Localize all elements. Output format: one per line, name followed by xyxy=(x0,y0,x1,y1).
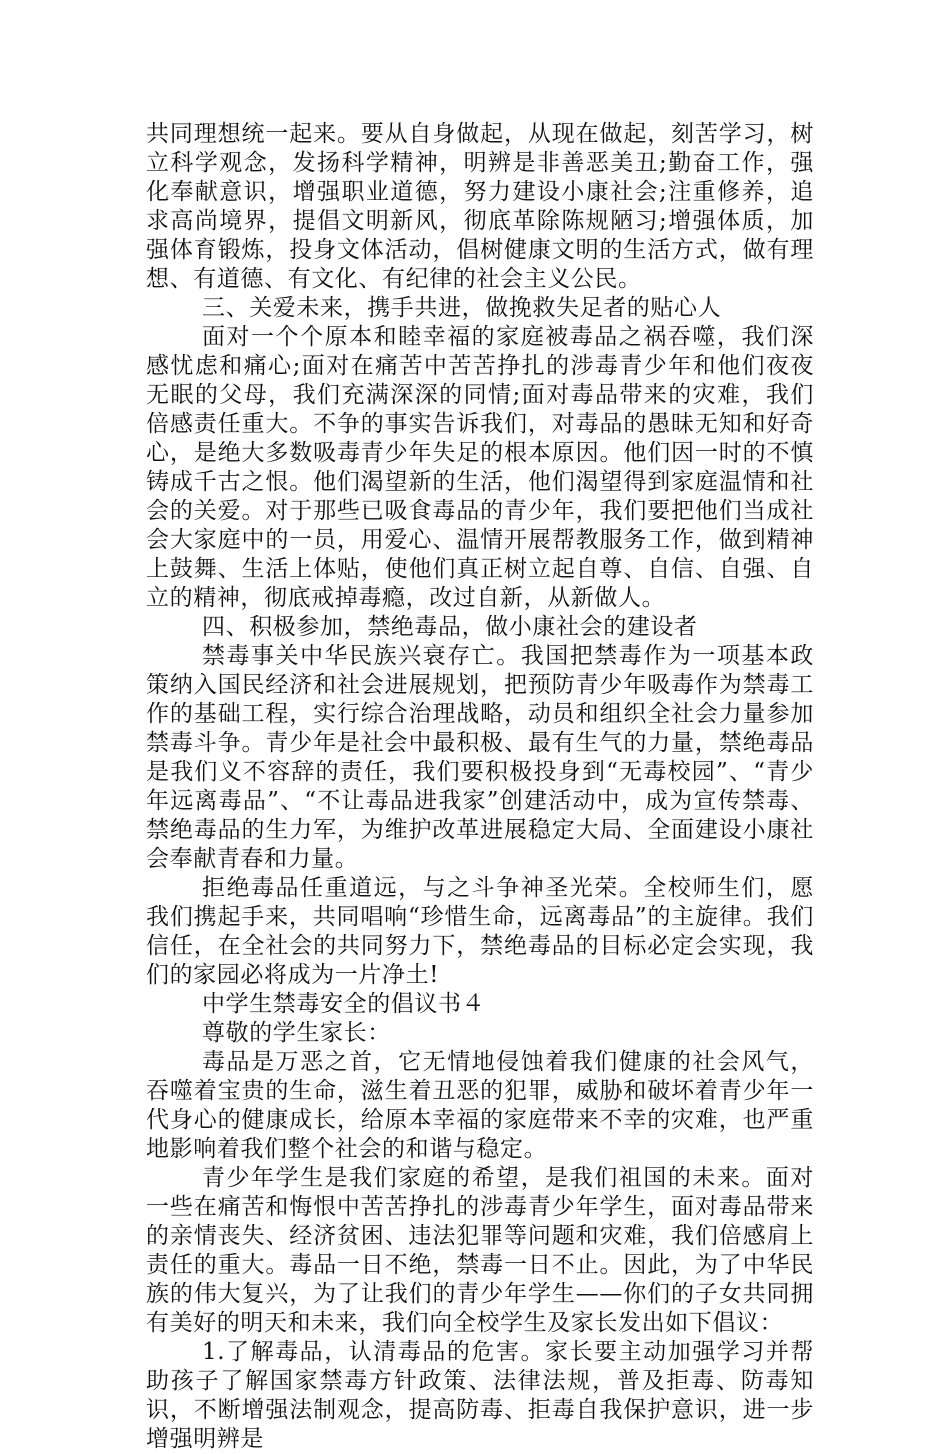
salutation: 尊敬的学生家长： xyxy=(202,1020,391,1046)
paragraph-ideals-continued: 共同理想统一起来。要从自身做起，从现在做起，刻苦学习，树立科学观念，发扬科学精神，明辨是非善恶美丑;勤奋工作，强化奉献意识，增强职业道德，努力建设小康社会;注重修养，追求高尚境界，提倡文明新风，彻底革除陈规陋习;增强体质，加强体育锻炼，投身文体活动，倡树健康文明的生活方式，做有理想、有道德、有文化、有纪律的社会主义公民。 xyxy=(146,121,814,292)
section-heading-care-future: 三、关爱未来，携手共进，做挽救失足者的贴心人 xyxy=(202,295,722,321)
section-heading-participate: 四、积极参加，禁绝毒品，做小康社会的建设者 xyxy=(202,614,698,640)
document-title-4: 中学生禁毒安全的倡议书４ xyxy=(202,991,486,1017)
paragraph-youth-hope: 青少年学生是我们家庭的希望，是我们祖国的未来。面对一些在痛苦和悔恨中苦苦挣扎的涉毒青少年学生，面对毒品带来的亲情丧失、经济贫困、违法犯罪等问题和灾难，我们倍感肩上责任的重大。毒品一日不绝，禁毒一日不止。因此，为了中华民族的伟大复兴，为了让我们的青少年学生——你们的子女共同拥有美好的明天和未来，我们向全校学生及家长发出如下倡议： xyxy=(146,1165,814,1336)
paragraph-participate: 禁毒事关中华民族兴衰存亡。我国把禁毒作为一项基本政策纳入国民经济和社会进展规划，把预防青少年吸毒作为禁毒工作的基础工程，实行综合治理战略，动员和组织全社会力量参加禁毒斗争。青少年是社会中最积极、最有生气的力量，禁绝毒品是我们义不容辞的责任，我们要积极投身到“无毒校园”、“青少年远离毒品”、“不让毒品进我家”创建活动中，成为宣传禁毒、禁绝毒品的生力军，为维护改革进展稳定大局、全面建设小康社会奉献青春和力量。 xyxy=(146,643,814,872)
paragraph-care-future: 面对一个个原本和睦幸福的家庭被毒品之祸吞噬，我们深感忧虑和痛心;面对在痛苦中苦苦挣扎的涉毒青少年和他们夜夜无眠的父母，我们充满深深的同情;面对毒品带来的灾难，我们倍感责任重大。不争的事实告诉我们，对毒品的愚昧无知和好奇心，是绝大多数吸毒青少年失足的根本原因。他们因一时的不慎铸成千古之恨。他们渴望新的生活，他们渴望得到家庭温情和社会的关爱。对于那些已吸食毒品的青少年，我们要把他们当成社会大家庭中的一员，用爱心、温情开展帮教服务工作，做到精神上鼓舞、生活上体贴，使他们真正树立起自尊、自信、自强、自立的精神，彻底戒掉毒瘾，改过自新，从新做人。 xyxy=(146,324,814,611)
paragraph-item-1: 1.了解毒品，认清毒品的危害。家长要主动加强学习并帮助孩子了解国家禁毒方针政策、法律法规，普及拒毒、防毒知识，不断增强法制观念，提高防毒、拒毒自我保护意识，进一步增强明辨是 xyxy=(146,1339,814,1452)
document-body xyxy=(146,120,814,1454)
paragraph-conclusion: 拒绝毒品任重道远，与之斗争神圣光荣。全校师生们，愿我们携起手来，共同唱响“珍惜生命，远离毒品”的主旋律。我们信任，在全社会的共同努力下，禁绝毒品的目标必定会实现，我们的家园必将成为一片净土! xyxy=(146,875,814,988)
paragraph-drug-harm: 毒品是万恶之首，它无情地侵蚀着我们健康的社会风气，吞噬着宝贵的生命，滋生着丑恶的犯罪，威胁和破坏着青少年一代身心的健康成长，给原本幸福的家庭带来不幸的灾难，也严重地影响着我们整个社会的和谐与稳定。 xyxy=(146,1049,814,1162)
